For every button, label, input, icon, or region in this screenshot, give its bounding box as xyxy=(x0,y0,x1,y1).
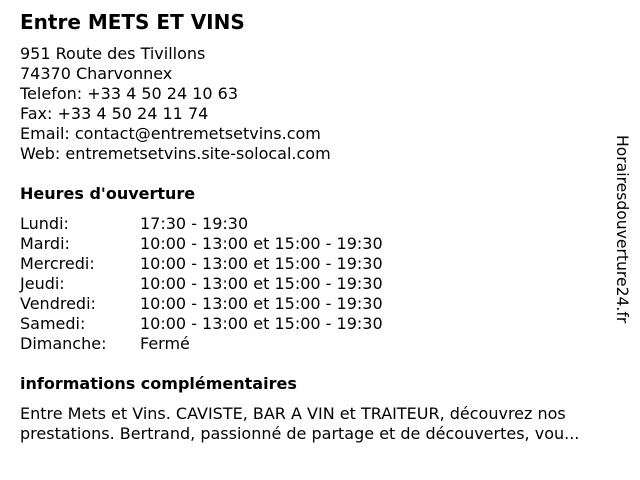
hours-row-friday xyxy=(20,294,383,314)
day-label: Mardi: xyxy=(20,234,70,253)
day-hours: 10:00 - 13:00 et 15:00 - 19:30 xyxy=(140,314,383,333)
web-line: Web: entremetsetvins.site-solocal.com xyxy=(20,144,331,163)
info-line: Entre Mets et Vins. CAVISTE, BAR A VIN et TRAITEUR, découvrez nos xyxy=(20,404,566,423)
address-street: 951 Route des Tivillons xyxy=(20,44,206,63)
hours-row-wednesday xyxy=(20,254,383,274)
hours-row-sunday xyxy=(20,334,383,354)
day-label: Samedi: xyxy=(20,314,86,333)
info-line: prestations. Bertrand, passionné de partage et de découvertes, vou... xyxy=(20,424,580,443)
watermark-text: Horairesdouverture24.fr xyxy=(613,135,631,324)
day-hours: Fermé xyxy=(140,334,190,353)
day-hours: 10:00 - 13:00 et 15:00 - 19:30 xyxy=(140,294,383,313)
day-hours: 10:00 - 13:00 et 15:00 - 19:30 xyxy=(140,254,383,273)
hours-row-tuesday xyxy=(20,234,383,254)
hours-row-saturday xyxy=(20,314,383,334)
day-label: Dimanche: xyxy=(20,334,107,353)
day-label: Vendredi: xyxy=(20,294,96,313)
hours-table xyxy=(20,214,383,354)
hours-row-monday xyxy=(20,214,383,234)
business-name: Entre METS ET VINS xyxy=(20,10,245,34)
info-description xyxy=(20,404,632,444)
address-city: 74370 Charvonnex xyxy=(20,64,173,83)
day-hours: 10:00 - 13:00 et 15:00 - 19:30 xyxy=(140,234,383,253)
phone-line: Telefon: +33 4 50 24 10 63 xyxy=(20,84,239,103)
email-line: Email: contact@entremetsetvins.com xyxy=(20,124,321,143)
day-label: Jeudi: xyxy=(20,274,65,293)
hours-row-thursday xyxy=(20,274,383,294)
day-hours: 17:30 - 19:30 xyxy=(140,214,249,233)
fax-line: Fax: +33 4 50 24 11 74 xyxy=(20,104,209,123)
site-watermark xyxy=(611,135,633,353)
info-heading: informations complémentaires xyxy=(20,374,297,393)
day-hours: 10:00 - 13:00 et 15:00 - 19:30 xyxy=(140,274,383,293)
hours-heading: Heures d'ouverture xyxy=(20,184,196,203)
day-label: Lundi: xyxy=(20,214,69,233)
contact-block xyxy=(20,44,331,164)
day-label: Mercredi: xyxy=(20,254,95,273)
